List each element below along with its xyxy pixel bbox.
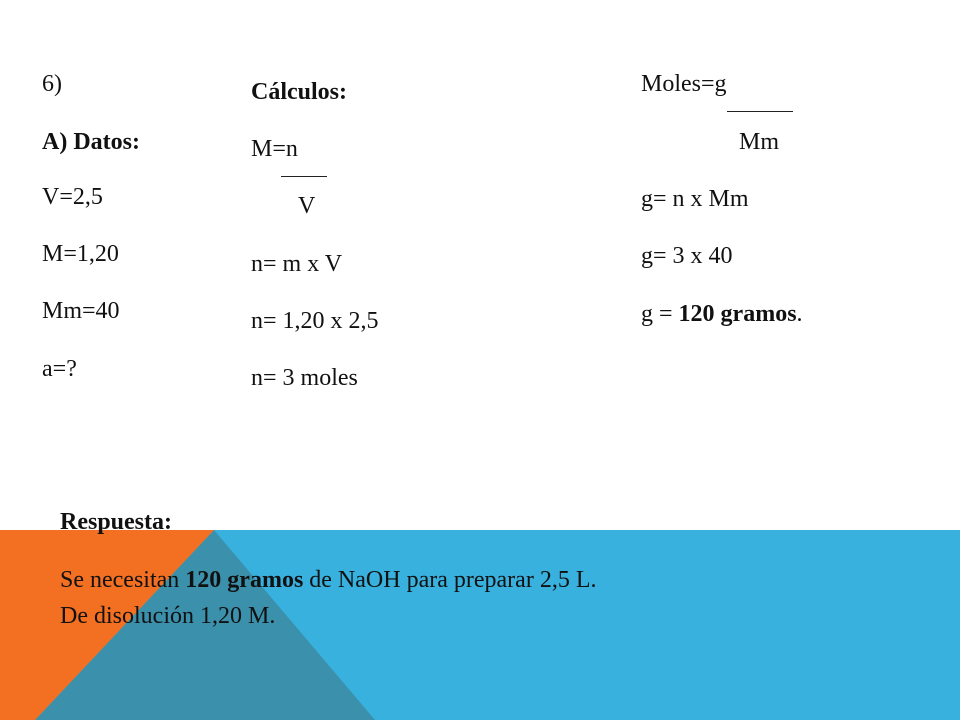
calculos-heading: Cálculos: <box>251 79 347 105</box>
moles-step-1: g= n x Mm <box>641 186 749 212</box>
molarity-fraction-bar <box>281 176 327 177</box>
moles-result-prefix: g = <box>641 301 679 327</box>
calculos-step-2: n= 1,20 x 2,5 <box>251 308 379 334</box>
calculos-step-3: n= 3 moles <box>251 365 358 391</box>
moles-formula-denominator: Mm <box>739 129 780 155</box>
respuesta-line-1 <box>60 566 596 594</box>
calculos-step-1: n= m x V <box>251 251 343 277</box>
datos-unknown: a=? <box>42 356 77 382</box>
molarity-formula-numerator: M=n <box>251 136 298 162</box>
moles-result-value: 120 gramos <box>678 301 797 327</box>
datos-molar-mass: Mm=40 <box>42 298 120 324</box>
moles-result-suffix: . <box>796 301 803 327</box>
exercise-number: 6) <box>42 71 62 97</box>
moles-formula-numerator: Moles=g <box>641 71 727 97</box>
moles-result <box>641 300 803 328</box>
datos-heading: A) Datos: <box>42 129 140 155</box>
moles-step-2: g= 3 x 40 <box>641 243 733 269</box>
datos-molarity: M=1,20 <box>42 241 119 267</box>
respuesta-line-2: De disolución 1,20 M. <box>60 603 276 629</box>
moles-fraction-bar <box>727 111 793 112</box>
molarity-formula-denominator: V <box>298 193 316 219</box>
datos-volume: V=2,5 <box>42 184 103 210</box>
respuesta-line-1-prefix: Se necesitan <box>60 567 186 593</box>
respuesta-line-1-suffix: de NaOH para preparar 2,5 L. <box>303 567 597 593</box>
respuesta-heading: Respuesta: <box>60 509 172 535</box>
respuesta-line-1-value: 120 gramos <box>185 567 304 593</box>
